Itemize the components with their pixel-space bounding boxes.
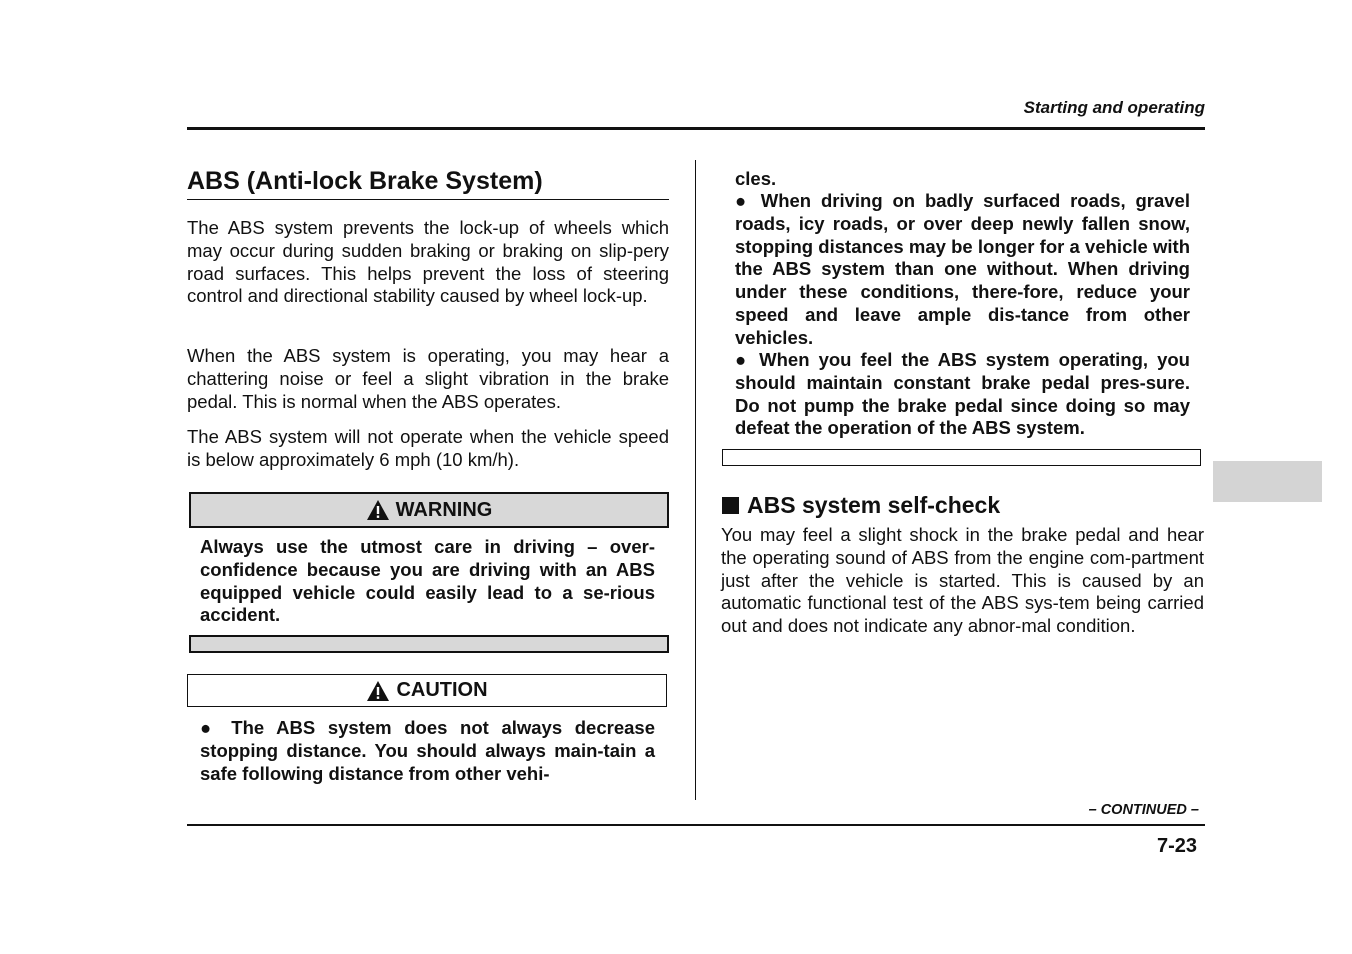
column-divider — [695, 160, 696, 800]
page-title: ABS (Anti-lock Brake System) — [187, 165, 669, 200]
square-bullet-icon — [722, 497, 739, 514]
subsection-title — [722, 490, 1205, 520]
page-number: 7-23 — [1156, 835, 1197, 857]
caution-bullet-roads: ● When driving on badly surfaced roads, gravel roads, icy roads, or over deep newly fallen snow, stopping distances may be longer for a vehicle with the ABS system than one without. When driving under these conditions, there-fore, reduce your speed and leave ample dis-tance from other vehicles. — [735, 190, 1190, 348]
caution-header — [187, 674, 667, 707]
self-check-paragraph: You may feel a slight shock in the brake pedal and hear the operating sound of ABS from the engine com-partment just after the vehicle is started. This is caused by an automatic functional test of the ABS sys-tem being carried out and does not indicate any abnor-mal condition. — [721, 524, 1204, 637]
intro-paragraph: The ABS system prevents the lock-up of wheels which may occur during sudden braking or braking on slip-pery road surfaces. This helps prevent the loss of steering control and directional stability caused by wheel lock-up. — [187, 217, 669, 307]
caution-triangle-icon — [366, 680, 390, 702]
header-rule — [187, 127, 1205, 130]
subsection-title-text: ABS system self-check — [747, 492, 1001, 518]
footer-rule — [187, 824, 1205, 826]
warning-text: Always use the utmost care in driving – over-confidence because you are driving with an ABS equipped vehicle could easily lead to a se-rious accident. — [200, 536, 655, 626]
warning-triangle-icon — [366, 499, 390, 521]
caution-bullet-pedal: ● When you feel the ABS system operating, you should maintain constant brake pedal pres-sure. Do not pump the brake pedal since doing so may defeat the operation of the ABS system. — [735, 349, 1190, 439]
warning-header — [189, 492, 669, 528]
warning-end-bar — [189, 635, 669, 653]
caution-text: ● The ABS system does not always decrease stopping distance. You should always main-tain a safe following distance from other vehi- — [200, 717, 655, 784]
speed-paragraph: The ABS system will not operate when the vehicle speed is below approximately 6 mph (10 km/h). — [187, 426, 669, 470]
caution-end-bar — [722, 449, 1201, 466]
warning-label: WARNING — [395, 498, 493, 521]
chapter-tab-marker — [1213, 461, 1322, 502]
operation-paragraph: When the ABS system is operating, you may hear a chattering noise or feel a slight vibration in the brake pedal. This is normal when the ABS operates. — [187, 345, 669, 412]
section-header: Starting and operating — [1023, 98, 1205, 117]
caution-continued-fragment: cles. — [735, 168, 777, 189]
caution-label: CAUTION — [396, 679, 488, 701]
continued-label: – CONTINUED – — [1088, 802, 1199, 818]
